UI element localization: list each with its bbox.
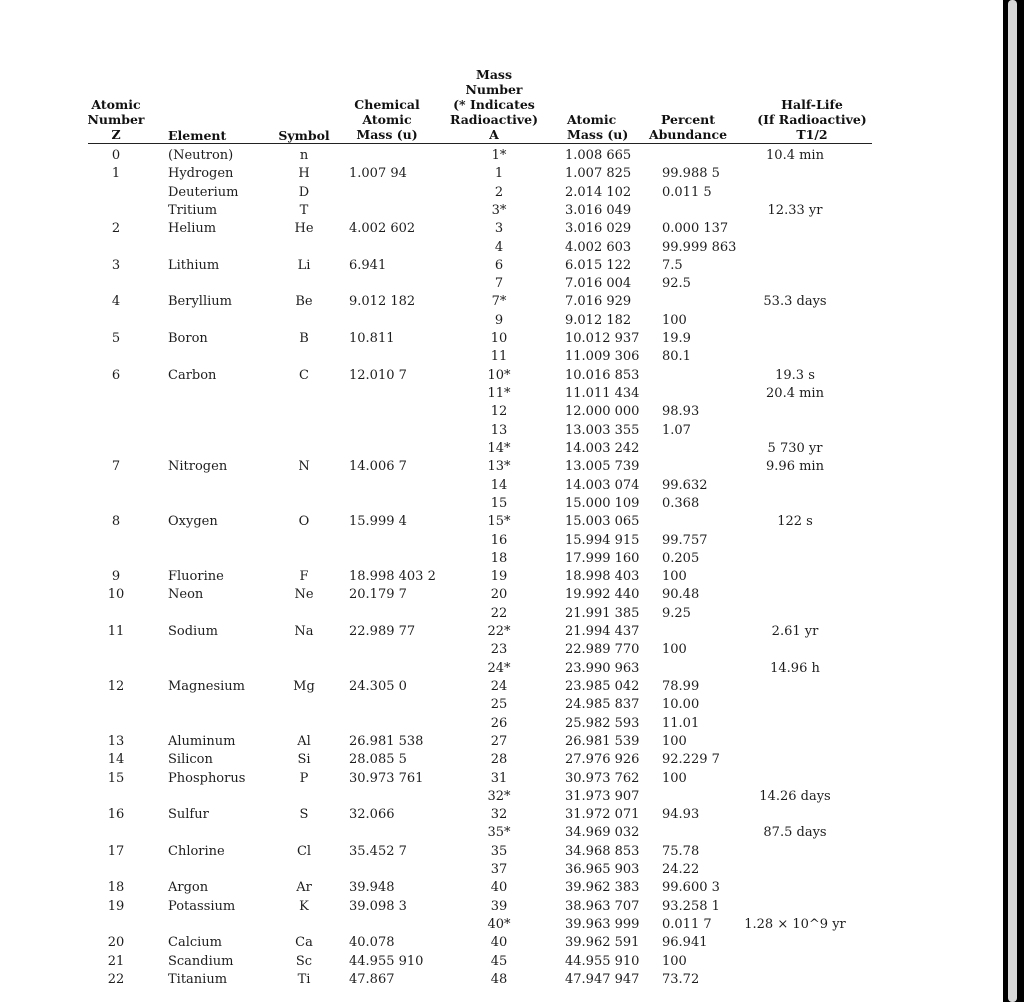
cell-chemical-mass: 6.941 xyxy=(349,257,387,273)
cell-symbol: K xyxy=(299,898,309,914)
cell-abundance: 11.01 xyxy=(662,715,700,731)
cell-abundance: 100 xyxy=(662,569,687,585)
cell-mass-number: 20 xyxy=(490,587,508,603)
cell-chemical-mass: 10.811 xyxy=(349,331,395,347)
cell-chemical-mass: 26.981 538 xyxy=(349,733,424,749)
cell-element: Calcium xyxy=(168,935,222,951)
cell-mass-number: 3* xyxy=(491,202,507,218)
cell-atomic-number: 5 xyxy=(111,331,121,347)
cell-element: Silicon xyxy=(168,752,213,768)
cell-atomic-mass: 17.999 160 xyxy=(565,550,640,566)
cell-abundance: 75.78 xyxy=(662,843,700,859)
cell-element: Helium xyxy=(168,221,217,237)
cell-symbol: Sc xyxy=(295,953,313,969)
cell-atomic-mass: 34.968 853 xyxy=(565,843,640,859)
cell-abundance: 92.229 7 xyxy=(662,752,720,768)
cell-atomic-mass: 13.003 355 xyxy=(565,422,640,438)
cell-symbol: F xyxy=(299,569,309,585)
cell-chemical-mass: 28.085 5 xyxy=(349,752,407,768)
cell-mass-number: 11* xyxy=(487,386,511,402)
cell-chemical-mass: 47.867 xyxy=(349,971,395,987)
cell-element: Tritium xyxy=(168,202,218,218)
cell-mass-number: 22 xyxy=(490,605,508,621)
cell-mass-number: 26 xyxy=(490,715,508,731)
cell-element: Scandium xyxy=(168,953,234,969)
scrollbar[interactable] xyxy=(1008,0,1017,1002)
cell-atomic-number: 13 xyxy=(107,733,125,749)
cell-abundance: 0.011 7 xyxy=(662,917,712,933)
cell-abundance: 99.632 xyxy=(662,477,708,493)
cell-symbol: Ar xyxy=(296,880,312,896)
cell-half-life: 87.5 days xyxy=(763,825,827,841)
cell-chemical-mass: 32.066 xyxy=(349,807,395,823)
cell-element: Deuterium xyxy=(168,184,239,200)
cell-mass-number: 15 xyxy=(490,495,508,511)
cell-chemical-mass: 40.078 xyxy=(349,935,395,951)
cell-atomic-mass: 39.963 999 xyxy=(565,917,640,933)
cell-half-life: 12.33 yr xyxy=(767,202,823,218)
cell-atomic-number: 7 xyxy=(111,459,121,475)
cell-half-life: 14.26 days xyxy=(759,788,831,804)
cell-mass-number: 48 xyxy=(490,971,508,987)
cell-abundance: 99.988 5 xyxy=(662,166,720,182)
cell-element: Aluminum xyxy=(168,733,236,749)
cell-atomic-mass: 38.963 707 xyxy=(565,898,640,914)
cell-atomic-mass: 47.947 947 xyxy=(565,971,640,987)
cell-abundance: 100 xyxy=(662,770,687,786)
cell-mass-number: 3 xyxy=(494,221,504,237)
cell-atomic-mass: 36.965 903 xyxy=(565,862,640,878)
cell-element: Boron xyxy=(168,331,208,347)
cell-atomic-mass: 11.009 306 xyxy=(565,349,640,365)
cell-mass-number: 22* xyxy=(487,624,511,640)
cell-element: (Neutron) xyxy=(168,148,234,163)
cell-symbol: O xyxy=(298,514,310,530)
cell-abundance: 98.93 xyxy=(662,404,700,420)
cell-symbol: C xyxy=(299,367,309,383)
cell-mass-number: 4 xyxy=(494,239,504,255)
cell-atomic-mass: 4.002 603 xyxy=(565,239,632,255)
cell-abundance: 80.1 xyxy=(662,349,691,365)
cell-mass-number: 39 xyxy=(490,898,508,914)
cell-mass-number: 28 xyxy=(490,752,508,768)
cell-symbol: T xyxy=(299,202,309,218)
cell-atomic-mass: 24.985 837 xyxy=(565,697,640,713)
cell-atomic-mass: 34.969 032 xyxy=(565,825,640,841)
cell-atomic-number: 0 xyxy=(111,148,121,163)
cell-mass-number: 11 xyxy=(490,349,508,365)
cell-atomic-number: 18 xyxy=(107,880,125,896)
cell-atomic-mass: 31.972 071 xyxy=(565,807,640,823)
cell-half-life: 9.96 min xyxy=(766,459,824,475)
cell-mass-number: 35* xyxy=(487,825,511,841)
cell-half-life: 1.28 × 10^9 yr xyxy=(744,917,846,933)
cell-atomic-number: 17 xyxy=(107,843,125,859)
cell-atomic-number: 16 xyxy=(107,807,125,823)
cell-half-life: 10.4 min xyxy=(766,148,824,163)
cell-element: Titanium xyxy=(168,971,228,987)
cell-element: Carbon xyxy=(168,367,217,383)
cell-chemical-mass: 9.012 182 xyxy=(349,294,416,310)
cell-atomic-number: 19 xyxy=(107,898,125,914)
header-chemical-atomic-mass: Chemical Atomic Mass (u) xyxy=(354,97,420,142)
cell-half-life: 14.96 h xyxy=(770,660,820,676)
cell-mass-number: 7 xyxy=(494,276,504,292)
cell-mass-number: 13* xyxy=(487,459,511,475)
cell-mass-number: 32* xyxy=(487,788,511,804)
cell-element: Beryllium xyxy=(168,294,232,310)
cell-chemical-mass: 12.010 7 xyxy=(349,367,407,383)
cell-mass-number: 14* xyxy=(487,440,511,456)
cell-mass-number: 23 xyxy=(490,642,508,658)
cell-abundance: 0.011 5 xyxy=(662,184,712,200)
cell-chemical-mass: 30.973 761 xyxy=(349,770,424,786)
cell-mass-number: 16 xyxy=(490,532,508,548)
cell-chemical-mass: 20.179 7 xyxy=(349,587,407,603)
cell-abundance: 93.258 1 xyxy=(662,898,720,914)
cell-element: Hydrogen xyxy=(168,166,234,182)
cell-atomic-mass: 14.003 242 xyxy=(565,440,640,456)
cell-abundance: 24.22 xyxy=(662,862,700,878)
cell-element: Sodium xyxy=(168,624,218,640)
cell-atomic-mass: 1.008 665 xyxy=(565,148,632,163)
cell-mass-number: 10* xyxy=(487,367,511,383)
cell-abundance: 96.941 xyxy=(662,935,708,951)
cell-mass-number: 1 xyxy=(494,166,504,182)
cell-chemical-mass: 39.098 3 xyxy=(349,898,407,914)
cell-atomic-mass: 22.989 770 xyxy=(565,642,640,658)
cell-atomic-mass: 39.962 591 xyxy=(565,935,640,951)
cell-element: Potassium xyxy=(168,898,236,914)
cell-mass-number: 24 xyxy=(490,678,508,694)
cell-atomic-mass: 10.016 853 xyxy=(565,367,640,383)
cell-abundance: 19.9 xyxy=(662,331,691,347)
cell-atomic-mass: 15.003 065 xyxy=(565,514,640,530)
cell-atomic-mass: 23.985 042 xyxy=(565,678,640,694)
cell-atomic-mass: 13.005 739 xyxy=(565,459,640,475)
cell-symbol: Al xyxy=(297,733,311,749)
cell-mass-number: 13 xyxy=(490,422,508,438)
cell-atomic-mass: 15.000 109 xyxy=(565,495,640,511)
cell-abundance: 73.72 xyxy=(662,971,700,987)
cell-mass-number: 32 xyxy=(490,807,508,823)
cell-abundance: 90.48 xyxy=(662,587,700,603)
cell-symbol: Na xyxy=(294,624,314,640)
header-rule xyxy=(88,143,872,144)
cell-atomic-number: 11 xyxy=(107,624,125,640)
cell-mass-number: 25 xyxy=(490,697,508,713)
cell-mass-number: 24* xyxy=(487,660,511,676)
cell-element: Nitrogen xyxy=(168,459,228,475)
cell-abundance: 100 xyxy=(662,312,687,328)
cell-abundance: 99.999 863 xyxy=(662,239,737,255)
cell-abundance: 78.99 xyxy=(662,678,700,694)
cell-abundance: 100 xyxy=(662,953,687,969)
header-symbol: Symbol xyxy=(278,128,330,143)
cell-atomic-mass: 3.016 029 xyxy=(565,221,632,237)
cell-abundance: 7.5 xyxy=(662,257,683,273)
cell-abundance: 94.93 xyxy=(662,807,700,823)
cell-atomic-mass: 18.998 403 xyxy=(565,569,640,585)
cell-element: Phosphorus xyxy=(168,770,246,786)
cell-half-life: 20.4 min xyxy=(766,386,824,402)
cell-symbol: B xyxy=(299,331,309,347)
cell-symbol: N xyxy=(298,459,310,475)
cell-atomic-mass: 7.016 004 xyxy=(565,276,632,292)
cell-mass-number: 6 xyxy=(494,257,504,273)
cell-symbol: n xyxy=(299,148,309,163)
cell-atomic-mass: 11.011 434 xyxy=(565,386,640,402)
cell-symbol: Be xyxy=(295,294,313,310)
cell-atomic-number: 4 xyxy=(111,294,121,310)
cell-atomic-mass: 7.016 929 xyxy=(565,294,632,310)
cell-atomic-mass: 1.007 825 xyxy=(565,166,632,182)
cell-mass-number: 19 xyxy=(490,569,508,585)
cell-symbol: S xyxy=(299,807,309,823)
cell-chemical-mass: 18.998 403 2 xyxy=(349,569,436,585)
cell-atomic-mass: 26.981 539 xyxy=(565,733,640,749)
cell-abundance: 99.600 3 xyxy=(662,880,720,896)
header-mass-number: Mass Number (* Indicates Radioactive) A xyxy=(450,67,538,142)
cell-atomic-number: 20 xyxy=(107,935,125,951)
cell-atomic-mass: 3.016 049 xyxy=(565,202,632,218)
cell-symbol: Cl xyxy=(296,843,312,859)
cell-mass-number: 12 xyxy=(490,404,508,420)
cell-element: Argon xyxy=(168,880,209,896)
cell-abundance: 0.205 xyxy=(662,550,700,566)
cell-half-life: 19.3 s xyxy=(775,367,815,383)
cell-mass-number: 37 xyxy=(490,862,508,878)
cell-atomic-mass: 15.994 915 xyxy=(565,532,640,548)
cell-mass-number: 40* xyxy=(487,917,511,933)
cell-atomic-mass: 25.982 593 xyxy=(565,715,640,731)
cell-chemical-mass: 39.948 xyxy=(349,880,395,896)
cell-element: Fluorine xyxy=(168,569,224,585)
cell-atomic-mass: 30.973 762 xyxy=(565,770,640,786)
cell-chemical-mass: 14.006 7 xyxy=(349,459,407,475)
cell-symbol: Mg xyxy=(293,678,315,694)
cell-abundance: 1.07 xyxy=(662,422,691,438)
cell-mass-number: 7* xyxy=(491,294,507,310)
cell-atomic-number: 6 xyxy=(111,367,121,383)
cell-half-life: 122 s xyxy=(777,514,813,530)
cell-symbol: Li xyxy=(297,257,311,273)
cell-atomic-number: 12 xyxy=(107,678,125,694)
cell-symbol: Ne xyxy=(294,587,314,603)
cell-atomic-number: 2 xyxy=(111,221,121,237)
cell-chemical-mass: 24.305 0 xyxy=(349,678,407,694)
cell-element: Sulfur xyxy=(168,807,209,823)
cell-atomic-number: 15 xyxy=(107,770,125,786)
cell-chemical-mass: 35.452 7 xyxy=(349,843,407,859)
cell-chemical-mass: 1.007 94 xyxy=(349,166,407,182)
cell-element: Magnesium xyxy=(168,678,245,694)
cell-abundance: 99.757 xyxy=(662,532,708,548)
header-percent-abundance: Percent Abundance xyxy=(648,112,728,142)
header-atomic-number: Atomic Number Z xyxy=(87,97,145,142)
cell-atomic-number: 1 xyxy=(111,166,121,182)
cell-abundance: 10.00 xyxy=(662,697,700,713)
cell-symbol: Ti xyxy=(297,971,311,987)
header-half-life: Half-Life (If Radioactive) T1/2 xyxy=(757,97,867,142)
cell-atomic-mass: 27.976 926 xyxy=(565,752,640,768)
cell-atomic-number: 10 xyxy=(107,587,125,603)
cell-chemical-mass: 15.999 4 xyxy=(349,514,407,530)
cell-atomic-mass: 12.000 000 xyxy=(565,404,640,420)
cell-abundance: 0.368 xyxy=(662,495,700,511)
cell-symbol: P xyxy=(299,770,309,786)
cell-chemical-mass: 4.002 602 xyxy=(349,221,416,237)
cell-symbol: Ca xyxy=(295,935,313,951)
cell-abundance: 100 xyxy=(662,733,687,749)
cell-mass-number: 18 xyxy=(490,550,508,566)
cell-atomic-mass: 21.994 437 xyxy=(565,624,640,640)
cell-atomic-number: 9 xyxy=(111,569,121,585)
cell-chemical-mass: 44.955 910 xyxy=(349,953,424,969)
header-atomic-mass: Atomic Mass (u) xyxy=(567,112,629,142)
cell-atomic-number: 8 xyxy=(111,514,121,530)
cell-atomic-mass: 23.990 963 xyxy=(565,660,640,676)
cell-mass-number: 1* xyxy=(491,148,507,163)
cell-mass-number: 31 xyxy=(490,770,508,786)
cell-mass-number: 45 xyxy=(490,953,508,969)
cell-symbol: D xyxy=(298,184,310,200)
cell-element: Lithium xyxy=(168,257,220,273)
cell-atomic-mass: 6.015 122 xyxy=(565,257,632,273)
cell-mass-number: 40 xyxy=(490,880,508,896)
cell-atomic-mass: 39.962 383 xyxy=(565,880,640,896)
cell-mass-number: 40 xyxy=(490,935,508,951)
cell-element: Chlorine xyxy=(168,843,225,859)
cell-mass-number: 10 xyxy=(490,331,508,347)
cell-atomic-mass: 2.014 102 xyxy=(565,184,632,200)
cell-abundance: 92.5 xyxy=(662,276,691,292)
cell-half-life: 53.3 days xyxy=(763,294,827,310)
cell-atomic-number: 3 xyxy=(111,257,121,273)
cell-mass-number: 2 xyxy=(494,184,504,200)
cell-abundance: 9.25 xyxy=(662,605,691,621)
cell-element: Neon xyxy=(168,587,204,603)
cell-half-life: 2.61 yr xyxy=(771,624,819,640)
cell-mass-number: 27 xyxy=(490,733,508,749)
cell-half-life: 5 730 yr xyxy=(767,440,823,456)
header-element: Element xyxy=(168,128,227,143)
cell-mass-number: 35 xyxy=(490,843,508,859)
cell-mass-number: 9 xyxy=(494,312,504,328)
cell-symbol: Si xyxy=(297,752,311,768)
cell-atomic-mass: 21.991 385 xyxy=(565,605,640,621)
cell-atomic-number: 22 xyxy=(107,971,125,987)
cell-atomic-mass: 19.992 440 xyxy=(565,587,640,603)
cell-atomic-number: 21 xyxy=(107,953,125,969)
cell-atomic-mass: 9.012 182 xyxy=(565,312,632,328)
cell-mass-number: 14 xyxy=(490,477,508,493)
cell-symbol: H xyxy=(298,166,310,182)
cell-atomic-mass: 10.012 937 xyxy=(565,331,640,347)
cell-atomic-mass: 44.955 910 xyxy=(565,953,640,969)
cell-chemical-mass: 22.989 77 xyxy=(349,624,416,640)
cell-abundance: 0.000 137 xyxy=(662,221,729,237)
cell-abundance: 100 xyxy=(662,642,687,658)
cell-atomic-mass: 31.973 907 xyxy=(565,788,640,804)
cell-symbol: He xyxy=(294,221,314,237)
cell-atomic-mass: 14.003 074 xyxy=(565,477,640,493)
cell-element: Oxygen xyxy=(168,514,218,530)
cell-atomic-number: 14 xyxy=(107,752,125,768)
cell-mass-number: 15* xyxy=(487,514,511,530)
